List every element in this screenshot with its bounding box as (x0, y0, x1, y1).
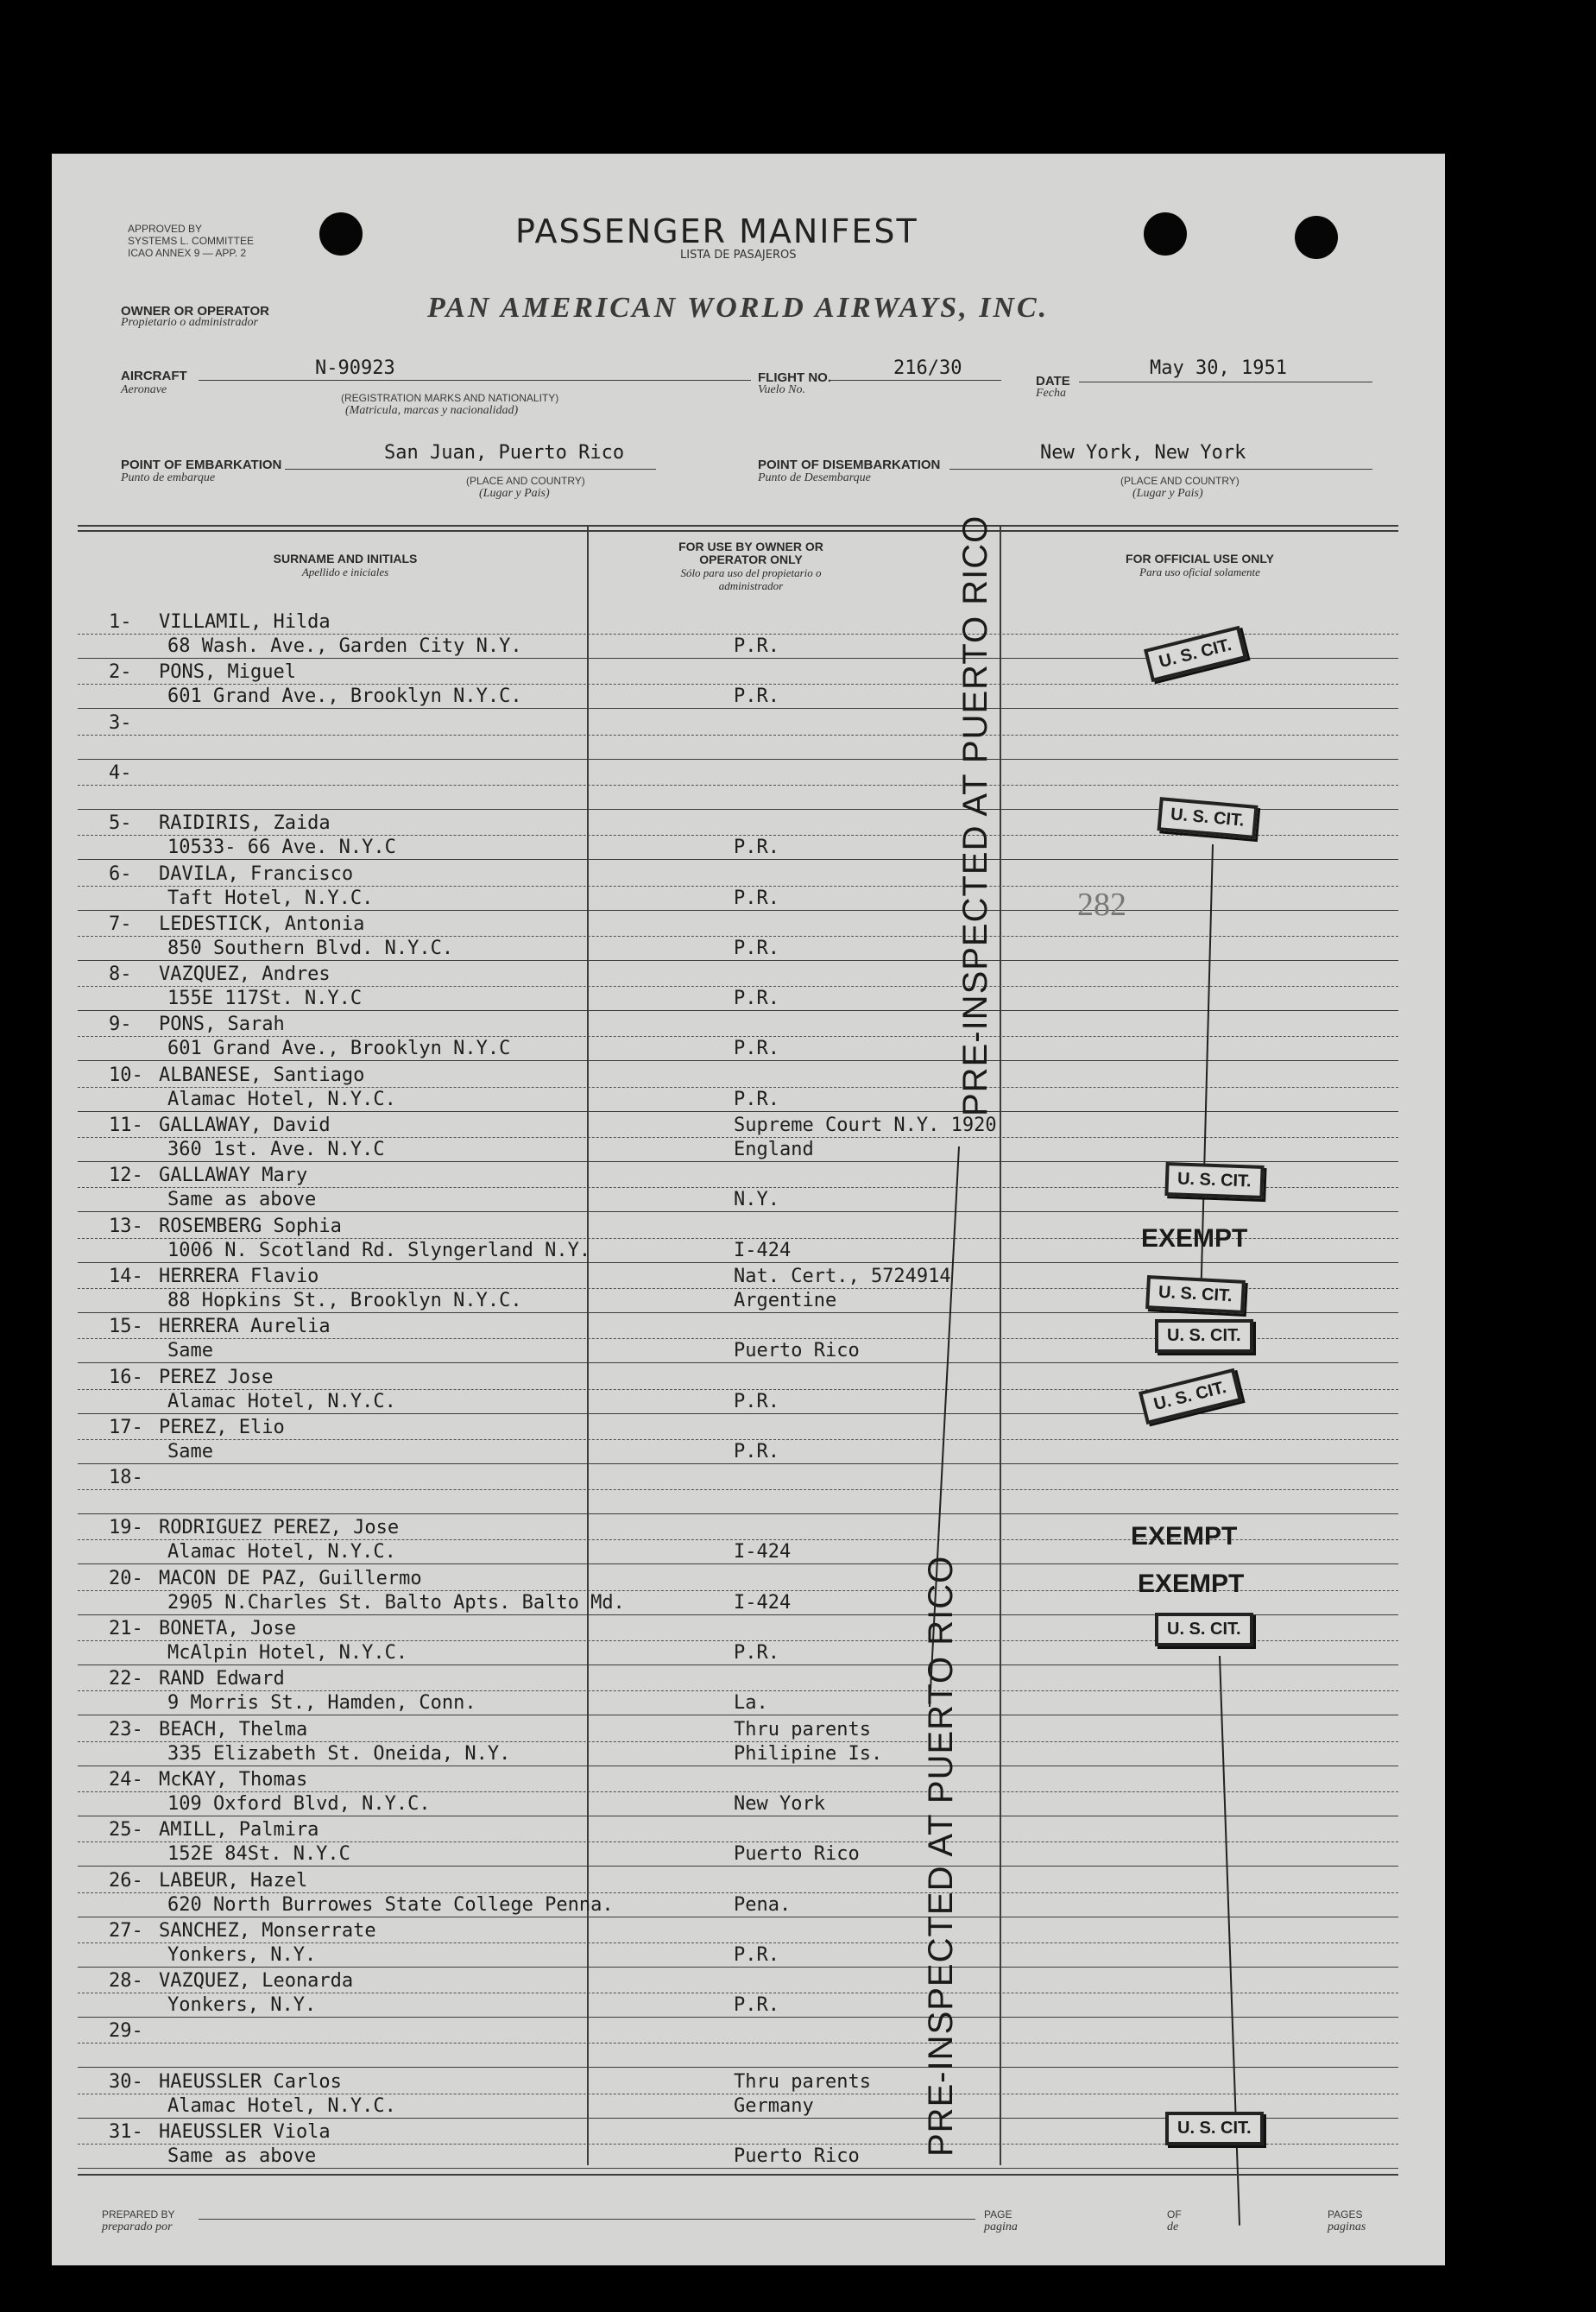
passenger-name: VAZQUEZ, Leonarda (159, 1970, 354, 1993)
passenger-name: HAEUSSLER Viola (159, 2121, 331, 2143)
passenger-number: 23- (109, 1718, 143, 1740)
passenger-name: RAIDIRIS, Zaida (159, 812, 331, 835)
us-cit-stamp: U. S. CIT. (1155, 1319, 1253, 1353)
punch-hole (319, 212, 363, 256)
registration-caption-es: (Matricula, marcas y nacionalidad) (345, 404, 519, 417)
owner-entry: Philipine Is. (734, 1742, 883, 1765)
owner-entry: Puerto Rico (734, 2145, 860, 2167)
owner-entry: Puerto Rico (734, 1843, 860, 1866)
passenger-number: 21- (109, 1618, 143, 1639)
passenger-name: MACON DE PAZ, Guillermo (159, 1567, 422, 1589)
page-subtitle: LISTA DE PASAJEROS (680, 249, 797, 262)
owner-entry: P.R. (734, 1088, 779, 1110)
passenger-address: 68 Wash. Ave., Garden City N.Y. (167, 635, 522, 657)
passenger-number: 30- (109, 2070, 143, 2093)
passenger-number: 31- (109, 2121, 143, 2143)
passenger-address: 155E 117St. N.Y.C (167, 988, 363, 1010)
owner-entry: P.R. (734, 937, 779, 959)
passenger-name: BEACH, Thelma (159, 1718, 308, 1740)
passenger-row (52, 1819, 1445, 1869)
owner-entry: Puerto Rico (734, 1340, 860, 1362)
passenger-number: 10- (109, 1064, 143, 1086)
passenger-address: Same (167, 1440, 213, 1462)
owner-note: Thru parents (734, 2070, 871, 2093)
passenger-number: 28- (109, 1970, 143, 1993)
passenger-number: 9- (109, 1014, 132, 1036)
exempt-stamp: EXEMPT (1131, 1522, 1238, 1551)
passenger-row (52, 1064, 1445, 1115)
us-cit-stamp: U. S. CIT. (1165, 2112, 1264, 2145)
owner-label: OWNER OR OPERATOR (121, 304, 269, 319)
col-header-surname: SURNAME AND INITIALS Apellido e iniciales (273, 552, 418, 578)
passenger-number: 1- (109, 611, 132, 633)
place-caption-es: (Lugar y Pais) (479, 487, 550, 500)
owner-entry: I-424 (734, 1239, 792, 1261)
passenger-address: 620 North Burrowes State College Penna. (167, 1893, 614, 1916)
passenger-address: 152E 84St. N.Y.C (167, 1843, 350, 1866)
passenger-number: 26- (109, 1869, 143, 1892)
pre-inspected-stamp: PRE-INSPECTED AT PUERTO RICO (956, 515, 994, 1116)
place-caption-2: (PLACE AND COUNTRY) (1120, 475, 1240, 487)
owner-entry: P.R. (734, 635, 779, 657)
owner-note: Thru parents (734, 1718, 871, 1740)
exempt-stamp: EXEMPT (1138, 1570, 1245, 1598)
approval-text: APPROVED BY SYSTEMS L. COMMITTEE ICAO ANNEX 9 — APP. 2 (128, 223, 255, 259)
owner-entry: I-424 (734, 1541, 792, 1563)
passenger-number: 17- (109, 1416, 143, 1438)
passenger-name: PEREZ, Elio (159, 1416, 285, 1438)
passenger-number: 27- (109, 1919, 143, 1942)
passenger-address: 1006 N. Scotland Rd. Slyngerland N.Y. (167, 1239, 591, 1261)
owner-entry: La. (734, 1692, 768, 1715)
flight-label: FLIGHT NO. (758, 370, 831, 385)
owner-entry: P.R. (734, 887, 779, 909)
passenger-name: GALLAWAY, David (159, 1115, 331, 1136)
passenger-number: 6- (109, 862, 132, 885)
passenger-number: 4- (109, 761, 132, 784)
passenger-name: HAEUSSLER Carlos (159, 2070, 342, 2093)
passenger-row (52, 1719, 1445, 1769)
col-header-owner-use: FOR USE BY OWNER OR OPERATOR ONLY Sólo para uso del propietario o administrador (678, 540, 823, 592)
place-caption: (PLACE AND COUNTRY) (466, 475, 585, 487)
passenger-row (52, 863, 1445, 913)
embark-value: San Juan, Puerto Rico (384, 442, 625, 464)
passenger-name: GALLAWAY Mary (159, 1165, 308, 1187)
passenger-number: 15- (109, 1316, 143, 1338)
passenger-row (52, 913, 1445, 963)
owner-entry: Germany (734, 2094, 814, 2117)
date-label-es: Fecha (1036, 387, 1066, 400)
passenger-row (52, 1769, 1445, 1819)
pre-inspected-stamp: PRE-INSPECTED AT PUERTO RICO (922, 1555, 960, 2157)
owner-entry: P.R. (734, 1440, 779, 1462)
owner-entry: P.R. (734, 1943, 779, 1966)
passenger-number: 24- (109, 1768, 143, 1791)
passenger-address: Yonkers, N.Y. (167, 1943, 317, 1966)
passenger-row (52, 1870, 1445, 1920)
passenger-number: 25- (109, 1819, 143, 1841)
page-title: PASSENGER MANIFEST (515, 212, 918, 250)
passenger-name: LABEUR, Hazel (159, 1869, 308, 1892)
passenger-name: DAVILA, Francisco (159, 862, 354, 885)
passenger-address: Yonkers, N.Y. (167, 1994, 317, 2017)
passenger-address: Alamac Hotel, N.Y.C. (167, 1541, 396, 1563)
passenger-number: 14- (109, 1265, 143, 1287)
owner-label-es: Propietario o administrador (121, 316, 258, 329)
manifest-page (52, 154, 1445, 2265)
passenger-name: LEDESTICK, Antonia (159, 913, 365, 935)
passenger-name: RAND Edward (159, 1668, 285, 1690)
owner-note: Nat. Cert., 5724914 (734, 1265, 951, 1287)
date-value: May 30, 1951 (1150, 357, 1287, 379)
pages-label: PAGES paginas (1328, 2208, 1366, 2233)
passenger-address: Same as above (167, 2145, 317, 2167)
passenger-name: AMILL, Palmira (159, 1819, 319, 1841)
passenger-row (52, 2020, 1445, 2070)
passenger-row (52, 1920, 1445, 1970)
passenger-name: VILLAMIL, Hilda (159, 611, 331, 633)
passenger-address: 335 Elizabeth St. Oneida, N.Y. (167, 1742, 511, 1765)
passenger-address: 10533- 66 Ave. N.Y.C (167, 837, 396, 859)
passenger-address: 9 Morris St., Hamden, Conn. (167, 1692, 476, 1715)
page-label: PAGE pagina (984, 2208, 1018, 2233)
owner-entry: N.Y. (734, 1189, 779, 1211)
punch-hole (1144, 212, 1187, 256)
us-cit-stamp: U. S. CIT. (1145, 1275, 1245, 1314)
passenger-address: Same as above (167, 1189, 317, 1211)
passenger-address: McAlpin Hotel, N.Y.C. (167, 1642, 408, 1664)
passenger-number: 16- (109, 1366, 143, 1388)
aircraft-value: N-90923 (315, 357, 395, 379)
embark-label: POINT OF EMBARKATION (121, 458, 282, 472)
passenger-number: 29- (109, 2020, 143, 2043)
owner-entry: Argentine (734, 1289, 837, 1311)
registration-caption: (REGISTRATION MARKS AND NATIONALITY) (341, 392, 559, 404)
passenger-number: 5- (109, 812, 132, 835)
owner-entry: I-424 (734, 1591, 792, 1614)
passenger-name: ROSEMBERG Sophia (159, 1215, 342, 1237)
passenger-name: McKAY, Thomas (159, 1768, 308, 1791)
owner-entry: P.R. (734, 1642, 779, 1664)
passenger-address: Alamac Hotel, N.Y.C. (167, 1390, 396, 1412)
passenger-address: Same (167, 1340, 213, 1362)
passenger-name: PONS, Sarah (159, 1014, 285, 1036)
of-label: OF de (1167, 2208, 1182, 2233)
disembark-value: New York, New York (1040, 442, 1246, 464)
passenger-name: HERRERA Aurelia (159, 1316, 331, 1338)
flight-label-es: Vuelo No. (758, 383, 805, 396)
passenger-address: Alamac Hotel, N.Y.C. (167, 2094, 396, 2117)
owner-entry: P.R. (734, 1994, 779, 2017)
passenger-number: 2- (109, 661, 132, 684)
passenger-name: SANCHEZ, Monserrate (159, 1919, 376, 1942)
passenger-name: RODRIGUEZ PEREZ, Jose (159, 1517, 400, 1539)
owner-entry: P.R. (734, 837, 779, 859)
passenger-address: 601 Grand Ave., Brooklyn N.Y.C (167, 1038, 511, 1060)
company-name: PAN AMERICAN WORLD AIRWAYS, INC. (427, 292, 1050, 324)
passenger-address: 109 Oxford Blvd, N.Y.C. (167, 1792, 431, 1815)
passenger-address: Alamac Hotel, N.Y.C. (167, 1088, 396, 1110)
passenger-row (52, 1417, 1445, 1467)
passenger-row (52, 1115, 1445, 1165)
punch-hole (1295, 216, 1338, 259)
passenger-number: 20- (109, 1567, 143, 1589)
passenger-name: PONS, Miguel (159, 661, 296, 684)
passenger-number: 19- (109, 1517, 143, 1539)
passenger-row (52, 1014, 1445, 1064)
owner-entry: Pena. (734, 1893, 792, 1916)
place-caption-es-2: (Lugar y Pais) (1132, 487, 1203, 500)
aircraft-label: AIRCRAFT (121, 369, 187, 383)
owner-entry: England (734, 1139, 814, 1160)
date-label: DATE (1036, 374, 1070, 388)
aircraft-label-es: Aeronave (121, 383, 167, 396)
us-cit-stamp: U. S. CIT. (1144, 626, 1247, 682)
passenger-number: 11- (109, 1115, 143, 1136)
passenger-address: Taft Hotel, N.Y.C. (167, 887, 374, 909)
owner-entry: P.R. (734, 988, 779, 1010)
passenger-address: 2905 N.Charles St. Balto Apts. Balto Md. (167, 1591, 625, 1614)
disembark-label: POINT OF DISEMBARKATION (758, 458, 941, 472)
flight-value: 216/30 (893, 357, 962, 379)
passenger-number: 13- (109, 1215, 143, 1237)
passenger-row (52, 1970, 1445, 2020)
passenger-name: ALBANESE, Santiago (159, 1064, 365, 1086)
passenger-number: 12- (109, 1165, 143, 1187)
us-cit-stamp: U. S. CIT. (1139, 1368, 1242, 1424)
owner-entry: New York (734, 1792, 825, 1815)
passenger-number: 3- (109, 711, 132, 734)
us-cit-stamp: U. S. CIT. (1158, 797, 1259, 839)
passenger-row (52, 1668, 1445, 1718)
passenger-address: 360 1st. Ave. N.Y.C (167, 1139, 385, 1160)
us-cit-stamp: U. S. CIT. (1164, 1162, 1264, 1199)
passenger-address: 601 Grand Ave., Brooklyn N.Y.C. (167, 685, 522, 708)
passenger-row (52, 712, 1445, 762)
passenger-number: 7- (109, 913, 132, 935)
embark-label-es: Punto de embarque (121, 471, 216, 484)
us-cit-stamp: U. S. CIT. (1155, 1613, 1253, 1646)
passenger-name: VAZQUEZ, Andres (159, 963, 331, 986)
passenger-row (52, 963, 1445, 1014)
owner-entry: P.R. (734, 685, 779, 708)
passenger-name: BONETA, Jose (159, 1618, 296, 1639)
exempt-stamp: EXEMPT (1141, 1224, 1248, 1253)
disembark-label-es: Punto de Desembarque (758, 471, 871, 484)
passenger-name: HERRERA Flavio (159, 1265, 319, 1287)
owner-entry: P.R. (734, 1038, 779, 1060)
passenger-row (52, 661, 1445, 711)
passenger-address: 88 Hopkins St., Brooklyn N.Y.C. (167, 1289, 522, 1311)
owner-entry: P.R. (734, 1390, 779, 1412)
passenger-name: PEREZ Jose (159, 1366, 274, 1388)
passenger-number: 8- (109, 963, 132, 986)
passenger-address: 850 Southern Blvd. N.Y.C. (167, 937, 454, 959)
passenger-number: 22- (109, 1668, 143, 1690)
owner-note: Supreme Court N.Y. 1920 (734, 1115, 997, 1136)
handwritten-number: 282 (1077, 887, 1126, 923)
passenger-number: 18- (109, 1467, 143, 1489)
passenger-row (52, 1467, 1445, 1517)
col-header-official: FOR OFFICIAL USE ONLY Para uso oficial solamente (1126, 552, 1274, 578)
prepared-by-label: PREPARED BY preparado por (102, 2208, 175, 2233)
